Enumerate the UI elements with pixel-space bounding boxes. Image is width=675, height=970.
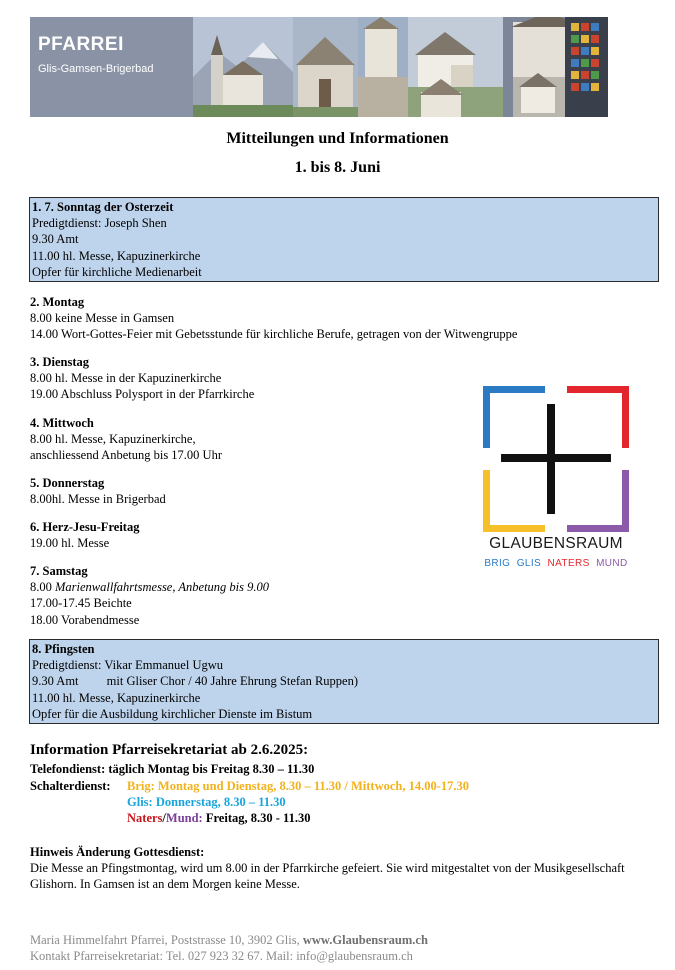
day-line: Predigtdienst: Vikar Emmanuel Ugwu [32, 658, 224, 673]
event-monday [30, 294, 630, 343]
day-line: 11.00 hl. Messe, Kapuzinerkirche [32, 248, 201, 263]
day-heading: 5. Donnerstag [30, 476, 105, 490]
cross-frame-icon [483, 386, 629, 532]
event-box-sunday [29, 197, 659, 282]
church-photo-collage [193, 17, 608, 117]
day-line: 18.00 Vorabendmesse [30, 612, 140, 627]
day-line: 9.30 Amt [32, 232, 79, 247]
phone-service: Telefondienst: täglich Montag bis Freitag 8.30 – 11.30 [30, 762, 315, 776]
day-heading: 7. Samstag [30, 564, 88, 578]
day-line: 8.00hl. Messe in Brigerbad [30, 492, 166, 507]
day-heading: 1. 7. Sonntag der Osterzeit [32, 200, 174, 214]
day-heading: 4. Mittwoch [30, 416, 94, 430]
website-link[interactable]: www.Glaubensraum.ch [302, 933, 428, 947]
place-naters: NATERS [547, 558, 590, 569]
day-line: 19.00 hl. Messe [30, 536, 110, 551]
naters-label: Naters [127, 811, 163, 825]
counter-naters-mund [127, 810, 310, 826]
counter-label: Schalterdienst: [30, 779, 111, 793]
day-heading: 2. Montag [30, 295, 85, 309]
footer [30, 932, 428, 964]
address-text: Maria Himmelfahrt Pfarrei, Poststrasse 10, 3902 Glis, [30, 933, 303, 947]
place-glis: GLIS [516, 558, 542, 569]
info-heading: Information Pfarreisekretariat ab 2.6.2025: [30, 742, 309, 758]
footer-address [30, 932, 428, 948]
day-line [30, 579, 630, 595]
day-heading: 3. Dienstag [30, 355, 90, 369]
place-brig: BRIG [484, 558, 511, 569]
day-line: anschliessend Anbetung bis 17.00 Uhr [30, 448, 222, 463]
notice-text: Die Messe an Pfingstmontag, wird um 8.00 in der Pfarrkirche gefeiert. Sie wird mitgestaltet von der Musikgesellschaft Glishorn. In Gamsen ist an dem Morgen keine Messe. [30, 861, 625, 892]
day-line: 9.30 Amt mit Gliser Chor / 40 Jahre Ehrung Stefan Ruppen) [32, 674, 359, 689]
day-line: 11.00 hl. Messe, Kapuzinerkirche [32, 690, 201, 705]
brand-block [30, 17, 193, 117]
day-line: 8.00 hl. Messe in der Kapuzinerkirche [30, 371, 222, 386]
place-mund: MUND [596, 558, 628, 569]
brand-subtitle: Glis-Gamsen-Brigerbad [38, 63, 154, 75]
day-line: 14.00 Wort-Gottes-Feier mit Gebetsstunde für kirchliche Berufe, getragen von der Witwengruppe [30, 327, 518, 342]
day-line: Opfer für die Ausbildung kirchlicher Dienste im Bistum [32, 706, 313, 721]
slash: / [162, 811, 166, 825]
footer-contact: Kontakt Pfarreisekretariat: Tel. 027 923 32 67. Mail: info@glaubensraum.ch [30, 949, 413, 963]
brand-name: PFARREI [38, 34, 124, 55]
day-line: Predigtdienst: Joseph Shen [32, 216, 167, 231]
logo-places [483, 556, 629, 572]
header-banner [30, 17, 608, 117]
counter-brig: Brig: Montag und Dienstag, 8.30 – 11.30 / Mittwoch, 14.00-17.30 [127, 779, 470, 793]
notice-heading: Hinweis Änderung Gottesdienst: [30, 845, 205, 859]
day-line: Opfer für kirchliche Medienarbeit [32, 264, 202, 279]
naters-time: Freitag, 8.30 - 11.30 [202, 811, 311, 825]
day-line: 17.00-17.45 Beichte [30, 596, 132, 611]
day-line: 8.00 hl. Messe, Kapuzinerkirche, [30, 432, 196, 447]
day-line: 19.00 Abschluss Polysport in der Pfarrkirche [30, 387, 255, 402]
page-title: Mitteilungen und Informationen [226, 130, 449, 147]
time: 8.00 [30, 580, 52, 595]
italic-note: Marienwallfahrtsmesse, Anbetung bis 9.00 [55, 580, 270, 595]
logo-title: GLAUBENSRAUM [489, 535, 623, 552]
counter-glis: Glis: Donnerstag, 8.30 – 11.30 [127, 795, 286, 809]
day-heading: 8. Pfingsten [32, 642, 95, 656]
date-range: 1. bis 8. Juni [294, 159, 381, 176]
event-box-pentecost [29, 639, 659, 724]
day-line: 8.00 keine Messe in Gamsen [30, 311, 175, 326]
day-heading: 6. Herz-Jesu-Freitag [30, 520, 140, 534]
mund-label: Mund: [165, 811, 203, 825]
glaubensraum-logo [483, 386, 629, 576]
